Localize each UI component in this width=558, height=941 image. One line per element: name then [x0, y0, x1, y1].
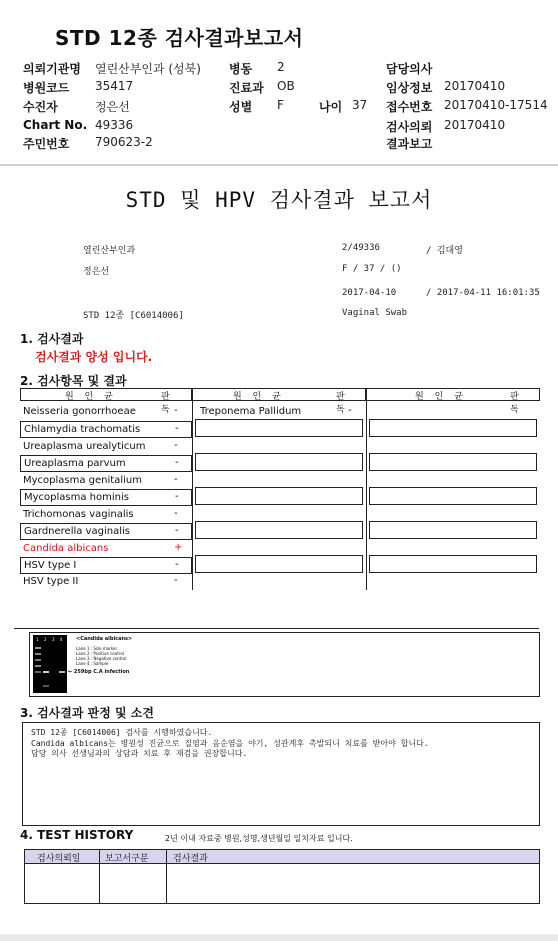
report-patient: 정은선: [83, 267, 110, 277]
positive-result-text: 검사결과 양성 입니다.: [35, 350, 153, 364]
value-patient: 정은선: [95, 100, 130, 114]
value-ward: 2: [277, 60, 285, 74]
results-column-1: [20, 388, 193, 590]
result-row: [20, 421, 192, 438]
organism-result: -: [174, 405, 178, 416]
organism-name: Gardnerella vaginalis: [24, 526, 130, 537]
report-date-reported: / 2017-04-11 16:01:35: [426, 288, 540, 298]
organism-name: Mycoplasma hominis: [24, 492, 129, 503]
section1-heading: 1. 검사결과: [20, 332, 84, 346]
value-age: 37: [352, 98, 368, 112]
empty-result-box: [369, 555, 537, 573]
empty-result-box: [195, 555, 363, 573]
col-header-judge: 판 독: [336, 392, 349, 415]
history-col-result: 검사결과: [173, 854, 208, 864]
report-test-code: STD 12종 [C6014006]: [83, 311, 184, 321]
organism-result: -: [175, 525, 179, 536]
gel-note: ← 259bp C.A infection: [68, 669, 130, 675]
value-sex: F: [277, 98, 284, 112]
empty-result-box: [369, 521, 537, 539]
organism-result: -: [175, 491, 179, 502]
empty-result-box: [195, 487, 363, 505]
organism-result: -: [174, 440, 178, 451]
label-test-request: 검사의뢰: [386, 120, 433, 134]
history-col-divider: [166, 850, 167, 903]
label-requesting-org: 의뢰기관명: [23, 62, 81, 76]
empty-result-box: [369, 419, 537, 437]
organism-name: Ureaplasma parvum: [24, 458, 126, 469]
result-row: [20, 523, 192, 540]
history-col-report-type: 보고서구분: [105, 854, 149, 864]
report-page: [0, 166, 558, 941]
header-title: STD 12종 검사결과보고서: [55, 26, 304, 50]
organism-name: HSV type I: [24, 560, 77, 571]
col-header-name: 원 인 균: [233, 392, 285, 402]
value-chart-no: 49336: [95, 118, 134, 132]
section2-heading: 2. 검사항목 및 결과: [20, 374, 127, 388]
result-row-positive: [20, 541, 192, 558]
value-receipt-no: 20170410-17514: [444, 98, 548, 112]
result-row: [20, 507, 192, 524]
result-row: [20, 574, 192, 591]
col-header-name: 원 인 균: [65, 392, 117, 402]
lane-label: 3: [52, 637, 55, 642]
organism-name: Trichomonas vaginalis: [23, 509, 134, 520]
lane-label: 1: [36, 637, 39, 642]
history-col-divider: [99, 850, 100, 903]
gel-legend: [76, 646, 126, 666]
label-result-report: 결과보고: [386, 137, 433, 151]
value-requesting-org: 열린산부인과 (성북): [95, 62, 201, 76]
value-resident-no: 790623-2: [95, 135, 153, 149]
history-note: 2년 이내 자료중 병원,성명,생년월일 일치자료 입니다.: [165, 834, 353, 843]
result-row: [20, 455, 192, 472]
report-chart-no: 2/49336: [342, 243, 380, 253]
label-age: 나이: [319, 100, 343, 114]
result-row: [20, 473, 192, 490]
result-row: [20, 439, 192, 456]
report-title: STD 및 HPV 검사결과 보고서: [125, 188, 433, 212]
label-patient: 수진자: [23, 100, 58, 114]
gel-electrophoresis-image: [33, 635, 67, 693]
history-header-row: [25, 850, 539, 864]
label-hospital-code: 병원코드: [23, 81, 70, 95]
empty-result-box: [369, 487, 537, 505]
lane-label: 2: [44, 637, 47, 642]
value-test-request: 20170410: [444, 118, 506, 132]
organism-result: -: [175, 423, 179, 434]
empty-result-box: [195, 521, 363, 539]
organism-name: Chlamydia trachomatis: [24, 424, 141, 435]
organism-name: Candida albicans: [23, 543, 109, 554]
col-header-name: 원 인 균: [415, 392, 467, 402]
report-hospital: 열린산부인과: [83, 246, 136, 256]
empty-result-box: [195, 453, 363, 471]
results-column-2: [193, 388, 367, 590]
organism-result: -: [174, 575, 178, 586]
report-date-received: 2017-04-10: [342, 288, 397, 298]
value-clinical-info: 20170410: [444, 79, 506, 93]
report-sex-age: F / 37 / (): [342, 264, 402, 274]
history-col-request-date: 검사의뢰일: [37, 854, 81, 864]
gel-title: <Candida albicans>: [76, 636, 133, 642]
label-sex: 성별: [229, 100, 253, 114]
organism-result: -: [175, 457, 179, 468]
result-row: [20, 404, 192, 421]
organism-name: Treponema Pallidum: [200, 406, 302, 417]
opinion-box: [22, 722, 540, 826]
gel-legend-line: Lane 4 : Sample: [76, 661, 109, 666]
opinion-line: STD 12종 [C6014006] 검사를 시행하였습니다.: [31, 728, 213, 737]
value-department: OB: [277, 79, 295, 93]
section4-heading: 4. TEST HISTORY: [20, 828, 134, 842]
empty-result-box: [369, 453, 537, 471]
organism-name: Mycoplasma genitalium: [23, 475, 142, 486]
organism-result: -: [174, 508, 178, 519]
col-header-judge: 판 독: [161, 392, 174, 415]
page-bottom-bar: [0, 934, 558, 941]
organism-name: HSV type II: [23, 576, 79, 587]
label-resident-no: 주민번호: [23, 137, 70, 151]
result-row: [20, 489, 192, 506]
results-column-3: [367, 388, 540, 590]
value-hospital-code: 35417: [95, 79, 134, 93]
label-doctor: 담당의사: [386, 62, 433, 76]
organism-name: Ureaplasma urealyticum: [23, 441, 146, 452]
gel-legend-line: Lane 1 : Size marker: [76, 646, 118, 651]
label-department: 진료과: [229, 81, 264, 95]
empty-result-box: [195, 419, 363, 437]
organism-result: -: [175, 559, 179, 570]
opinion-line: Candida albicans는 병원성 진균으로 질염과 음순염을 야기, 성관계후 촉발되니 치료를 받아야 합니다.: [31, 739, 429, 748]
gel-legend-line: Lane 3 : Negative control: [76, 656, 127, 661]
gel-legend-line: Lane 2 : Positive control: [76, 651, 124, 656]
label-clinical-info: 임상정보: [386, 81, 433, 95]
col-header-judge: 판 독: [510, 392, 523, 415]
label-chart-no: Chart No.: [23, 118, 88, 132]
lane-label: 4: [60, 637, 63, 642]
report-specimen: Vaginal Swab: [342, 308, 408, 318]
report-doctor: / 김대영: [426, 246, 463, 256]
organism-name: Neisseria gonorrhoeae: [23, 406, 136, 417]
label-receipt-no: 접수번호: [386, 100, 433, 114]
test-history-table: [24, 849, 540, 904]
report-header: [0, 0, 558, 165]
column-header: [367, 388, 540, 415]
opinion-line: 담당 의사 선생님과의 상담과 치료 후 재검을 권장합니다.: [31, 749, 248, 758]
organism-result: -: [174, 474, 178, 485]
section3-heading: 3. 검사결과 판정 및 소견: [20, 706, 154, 720]
result-row: [20, 557, 192, 574]
organism-result: +: [174, 542, 183, 553]
organism-result: -: [348, 405, 352, 416]
label-ward: 병동: [229, 62, 253, 76]
